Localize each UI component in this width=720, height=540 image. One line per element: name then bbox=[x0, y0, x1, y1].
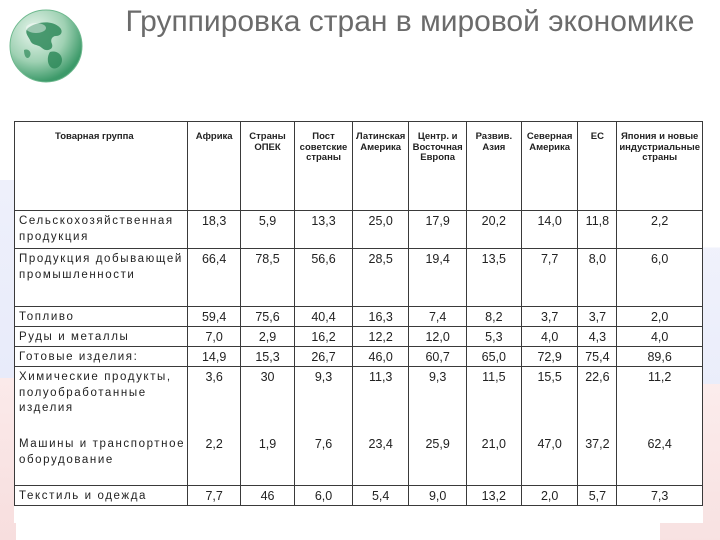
table-row bbox=[15, 347, 703, 367]
column-header: Северная Америка bbox=[521, 122, 578, 211]
table-cell: 11,3 bbox=[352, 367, 409, 435]
page-title: Группировка стран в мировой экономике bbox=[125, 5, 695, 38]
table-header-row bbox=[15, 122, 703, 211]
column-header: Центр. и Восточная Европа bbox=[409, 122, 466, 211]
table-cell: 8,2 bbox=[466, 307, 521, 327]
table-cell: 2,9 bbox=[240, 327, 294, 347]
row-label: Руды и металлы bbox=[15, 327, 188, 347]
table-cell: 5,4 bbox=[352, 486, 409, 506]
table-cell: 9,0 bbox=[409, 486, 466, 506]
column-header: Страны ОПЕК bbox=[240, 122, 294, 211]
table-cell: 89,6 bbox=[617, 347, 703, 367]
table-cell: 9,3 bbox=[409, 367, 466, 435]
table-cell: 20,2 bbox=[466, 211, 521, 249]
table-cell: 12,2 bbox=[352, 327, 409, 347]
table-cell: 4,0 bbox=[521, 327, 578, 347]
table-cell: 13,5 bbox=[466, 249, 521, 307]
table-cell: 15,5 bbox=[521, 367, 578, 435]
table-row bbox=[15, 307, 703, 327]
table-cell: 18,3 bbox=[188, 211, 241, 249]
table-cell: 7,7 bbox=[521, 249, 578, 307]
table-cell: 46,0 bbox=[352, 347, 409, 367]
table-cell: 16,3 bbox=[352, 307, 409, 327]
row-label: Готовые изделия: bbox=[15, 347, 188, 367]
table-cell: 75,4 bbox=[578, 347, 617, 367]
table-cell: 46 bbox=[240, 486, 294, 506]
row-label: Продукция добывающей промышленности bbox=[15, 249, 188, 307]
table-cell: 2,0 bbox=[617, 307, 703, 327]
table-cell: 19,4 bbox=[409, 249, 466, 307]
table-cell: 30 bbox=[240, 367, 294, 435]
table-cell: 56,6 bbox=[295, 249, 353, 307]
commodity-table bbox=[14, 121, 703, 506]
table-cell: 65,0 bbox=[466, 347, 521, 367]
column-header: Япония и новые индустриальные страны bbox=[617, 122, 703, 211]
table-cell: 16,2 bbox=[295, 327, 353, 347]
table-cell: 4,0 bbox=[617, 327, 703, 347]
row-label: Химические продукты, полуобработанные изделия bbox=[15, 367, 188, 435]
table-cell: 2,2 bbox=[617, 211, 703, 249]
table-cell: 8,0 bbox=[578, 249, 617, 307]
table-cell: 2,0 bbox=[521, 486, 578, 506]
table-cell: 21,0 bbox=[466, 434, 521, 486]
table-cell: 28,5 bbox=[352, 249, 409, 307]
table-row bbox=[15, 367, 703, 435]
table-cell: 75,6 bbox=[240, 307, 294, 327]
table-cell: 25,0 bbox=[352, 211, 409, 249]
table-cell: 22,6 bbox=[578, 367, 617, 435]
row-label: Машины и транспортное оборудование bbox=[15, 434, 188, 486]
table-cell: 9,3 bbox=[295, 367, 353, 435]
table-cell: 13,3 bbox=[295, 211, 353, 249]
table-cell: 6,0 bbox=[617, 249, 703, 307]
column-header: Развив. Азия bbox=[466, 122, 521, 211]
table-cell: 6,0 bbox=[295, 486, 353, 506]
table-cell: 40,4 bbox=[295, 307, 353, 327]
table-cell: 5,3 bbox=[466, 327, 521, 347]
table-cell: 3,7 bbox=[521, 307, 578, 327]
table-row bbox=[15, 434, 703, 486]
table-cell: 59,4 bbox=[188, 307, 241, 327]
table-cell: 78,5 bbox=[240, 249, 294, 307]
table-cell: 26,7 bbox=[295, 347, 353, 367]
column-header: Пост советские страны bbox=[295, 122, 353, 211]
table-cell: 7,0 bbox=[188, 327, 241, 347]
table-cell: 47,0 bbox=[521, 434, 578, 486]
globe-icon bbox=[6, 6, 86, 86]
row-label: Текстиль и одежда bbox=[15, 486, 188, 506]
table-cell: 4,3 bbox=[578, 327, 617, 347]
table-cell: 3,6 bbox=[188, 367, 241, 435]
table-cell: 11,8 bbox=[578, 211, 617, 249]
table-row bbox=[15, 211, 703, 249]
table-cell: 17,9 bbox=[409, 211, 466, 249]
table-cell: 7,3 bbox=[617, 486, 703, 506]
column-header: ЕС bbox=[578, 122, 617, 211]
row-label: Сельскохозяйственная продукция bbox=[15, 211, 188, 249]
column-header: Африка bbox=[188, 122, 241, 211]
column-header: Латинская Америка bbox=[352, 122, 409, 211]
table-cell: 7,7 bbox=[188, 486, 241, 506]
table-cell: 11,2 bbox=[617, 367, 703, 435]
table-cell: 37,2 bbox=[578, 434, 617, 486]
table-cell: 23,4 bbox=[352, 434, 409, 486]
row-label: Топливо bbox=[15, 307, 188, 327]
table-cell: 14,9 bbox=[188, 347, 241, 367]
table-cell: 60,7 bbox=[409, 347, 466, 367]
table-cell: 7,6 bbox=[295, 434, 353, 486]
table-cell: 7,4 bbox=[409, 307, 466, 327]
table-cell: 62,4 bbox=[617, 434, 703, 486]
table-cell: 1,9 bbox=[240, 434, 294, 486]
table-cell: 13,2 bbox=[466, 486, 521, 506]
table-cell: 12,0 bbox=[409, 327, 466, 347]
table-cell: 14,0 bbox=[521, 211, 578, 249]
table-row bbox=[15, 327, 703, 347]
column-header: Товарная группа bbox=[15, 122, 188, 211]
table-row bbox=[15, 486, 703, 506]
table-cell: 2,2 bbox=[188, 434, 241, 486]
table-cell: 25,9 bbox=[409, 434, 466, 486]
data-table-container bbox=[14, 121, 703, 523]
table-cell: 5,9 bbox=[240, 211, 294, 249]
table-cell: 5,7 bbox=[578, 486, 617, 506]
table-row bbox=[15, 249, 703, 307]
table-cell: 66,4 bbox=[188, 249, 241, 307]
table-cell: 15,3 bbox=[240, 347, 294, 367]
table-cell: 11,5 bbox=[466, 367, 521, 435]
table-cell: 72,9 bbox=[521, 347, 578, 367]
table-cell: 3,7 bbox=[578, 307, 617, 327]
